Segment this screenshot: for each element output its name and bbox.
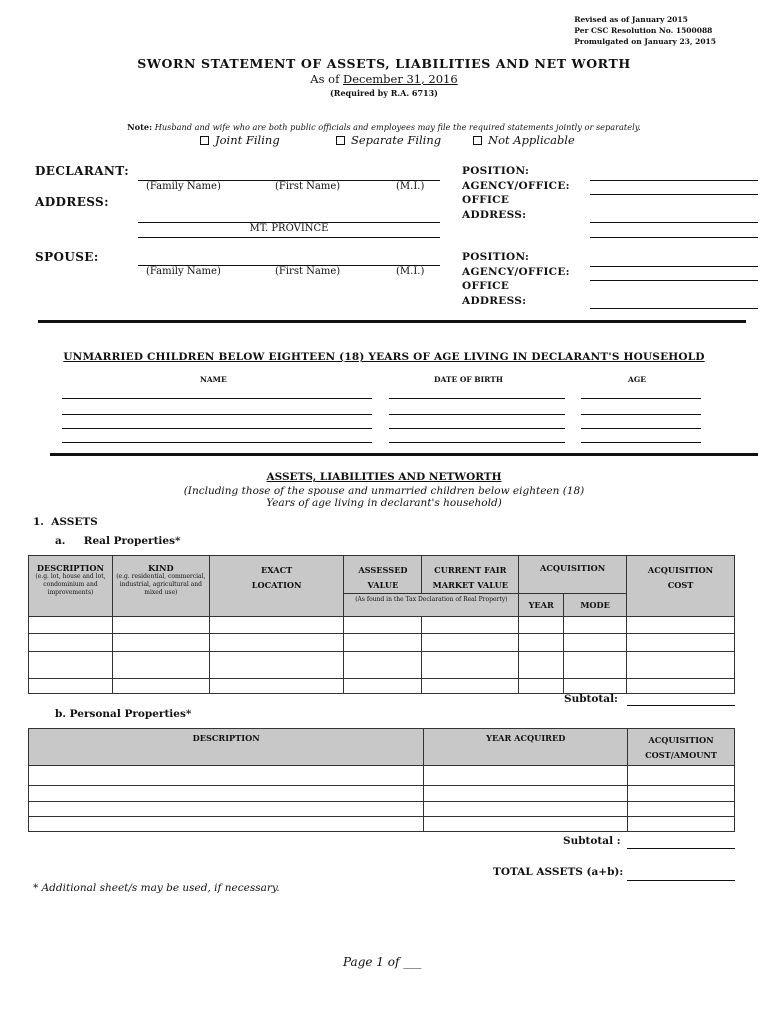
- description-header-text: DESCRIPTION: [36, 563, 105, 573]
- as-of-date: December 31, 2016: [342, 72, 458, 86]
- total-assets-line[interactable]: [627, 880, 735, 881]
- declarant-position-line[interactable]: [590, 180, 758, 181]
- personal-description-text: DESCRIPTION: [192, 733, 260, 743]
- location-header: [209, 556, 344, 617]
- table-row: [29, 786, 735, 802]
- acquisition-header: [519, 556, 627, 594]
- fmv-header-line-1: CURRENT FAIR: [434, 565, 507, 575]
- address-value: MT. PROVINCE: [249, 223, 329, 234]
- section-divider: [38, 320, 746, 323]
- acquisition-header-text: ACQUISITION: [540, 563, 606, 573]
- as-of-line: [0, 72, 768, 86]
- personal-description-header: [29, 729, 424, 766]
- declarant-label: DECLARANT:: [35, 164, 130, 178]
- spouse-position-line[interactable]: [590, 266, 758, 267]
- declarant-agency-line[interactable]: [590, 194, 758, 195]
- child-name-line[interactable]: [62, 414, 372, 415]
- required-by: (Required by R.A. 6713): [330, 88, 438, 98]
- fmv-header-line-2: MARKET VALUE: [432, 580, 508, 590]
- personal-subtotal-label: Subtotal :: [563, 835, 621, 847]
- spouse-office-labels: [462, 250, 570, 308]
- not-applicable-label: Not Applicable: [488, 133, 575, 147]
- year-acquired-text: YEAR ACQUIRED: [486, 733, 566, 743]
- child-age-line[interactable]: [581, 442, 701, 443]
- children-title: UNMARRIED CHILDREN BELOW EIGHTEEN (18) YEARS OF AGE LIVING IN DECLARANT'S HOUSEHOLD: [63, 351, 705, 363]
- child-age-line[interactable]: [581, 428, 701, 429]
- declarant-first-name-caption: (First Name): [275, 181, 341, 192]
- personal-subtotal-line[interactable]: [627, 848, 735, 849]
- assets-label: 1. ASSETS: [33, 516, 98, 528]
- real-subtotal-label: Subtotal:: [564, 693, 618, 705]
- location-header-line-2: LOCATION: [251, 580, 302, 590]
- description-header: [29, 556, 113, 617]
- office-address-label: ADDRESS:: [462, 208, 527, 221]
- total-assets-label: TOTAL ASSETS (a+b):: [493, 866, 624, 878]
- acq-cost-header-line-1: ACQUISITION: [647, 565, 714, 575]
- children-age-header: AGE: [628, 375, 646, 384]
- spouse-agency-label: AGENCY/OFFICE:: [462, 265, 570, 278]
- personal-cost-line-1: ACQUISITION: [648, 735, 714, 745]
- assessed-header-line-2: VALUE: [367, 580, 399, 590]
- children-dob-header: DATE OF BIRTH: [434, 375, 503, 384]
- position-label: POSITION:: [462, 165, 530, 177]
- table-row: [29, 617, 735, 634]
- declarant-family-name-caption: (Family Name): [146, 181, 221, 192]
- revision-line-2: Per CSC Resolution No. 1500088: [574, 26, 713, 35]
- revision-line-3: Promulgated on January 23, 2015: [574, 37, 716, 46]
- kind-header-text: KIND: [148, 563, 174, 573]
- spouse-label: SPOUSE:: [35, 250, 99, 264]
- child-dob-line[interactable]: [389, 398, 565, 399]
- filing-note: [0, 122, 768, 132]
- note-label: Note:: [127, 122, 153, 132]
- year-header: YEAR: [519, 594, 564, 617]
- page-title: SWORN STATEMENT OF ASSETS, LIABILITIES AND NET WORTH: [137, 56, 631, 71]
- spouse-agency-line[interactable]: [590, 280, 758, 281]
- table-row: [29, 679, 735, 694]
- acq-cost-header-line-2: COST: [667, 580, 694, 590]
- real-properties-label: a. Real Properties*: [55, 535, 181, 547]
- assets-subtitle-1: (Including those of the spouse and unmarried children below eighteen (18): [183, 485, 585, 497]
- revision-line-1: Revised as of January 2015: [574, 15, 688, 24]
- mode-header: MODE: [564, 594, 627, 617]
- table-row: [29, 817, 735, 832]
- table-row: [29, 802, 735, 817]
- description-hint: (e.g. lot, house and lot, condominium and improvements): [35, 573, 106, 596]
- real-properties-table: [28, 555, 735, 694]
- personal-cost-header: [628, 729, 735, 766]
- child-age-line[interactable]: [581, 414, 701, 415]
- spouse-office-label: OFFICE: [462, 280, 510, 292]
- declarant-office-labels: [462, 164, 570, 222]
- tax-declaration-hint-cell: [344, 594, 519, 617]
- not-applicable-checkbox[interactable]: [473, 133, 575, 147]
- location-header-line-1: EXACT: [260, 565, 293, 575]
- child-name-line[interactable]: [62, 442, 372, 443]
- tax-declaration-hint: (As found in the Tax Declaration of Real Property): [355, 596, 508, 603]
- as-of-prefix: As of: [310, 72, 340, 86]
- child-age-line[interactable]: [581, 398, 701, 399]
- real-subtotal-line[interactable]: [627, 705, 735, 706]
- personal-properties-table: [28, 728, 735, 832]
- revision-note: [574, 14, 716, 47]
- table-row: [29, 766, 735, 786]
- assessed-value-header: [344, 556, 422, 594]
- joint-filing-checkbox[interactable]: [200, 133, 280, 147]
- declarant-office-address-line-2[interactable]: [590, 237, 758, 238]
- table-row: [29, 634, 735, 652]
- table-row: [29, 652, 735, 679]
- personal-cost-line-2: COST/AMOUNT: [645, 750, 717, 760]
- child-name-line[interactable]: [62, 428, 372, 429]
- child-dob-line[interactable]: [389, 442, 565, 443]
- checkbox-icon: [200, 136, 209, 145]
- kind-header: [112, 556, 209, 617]
- declarant-mi-caption: (M.I.): [396, 181, 425, 192]
- assets-section-title: ASSETS, LIABILITIES AND NETWORTH: [266, 471, 502, 483]
- spouse-family-name-caption: (Family Name): [146, 266, 221, 277]
- footnote: * Additional sheet/s may be used, if necessary.: [33, 882, 280, 894]
- joint-filing-label: Joint Filing: [215, 133, 280, 147]
- separate-filing-checkbox[interactable]: [336, 133, 441, 147]
- assessed-header-line-1: ASSESSED: [358, 565, 408, 575]
- acquisition-cost-header: [627, 556, 735, 617]
- fair-market-value-header: [422, 556, 519, 594]
- checkbox-icon: [473, 136, 482, 145]
- spouse-position-label: POSITION:: [462, 251, 530, 263]
- child-name-line[interactable]: [62, 398, 372, 399]
- kind-hint: (e.g. residential, commercial, industrial, agricultural and mixed use): [116, 573, 206, 596]
- office-label: OFFICE: [462, 194, 510, 206]
- page-number: Page 1 of ___: [343, 955, 422, 969]
- assets-subtitle-2: Years of age living in declarant's household): [266, 497, 502, 509]
- year-acquired-header: [424, 729, 628, 766]
- declarant-office-address-line[interactable]: [590, 222, 758, 223]
- spouse-mi-caption: (M.I.): [396, 266, 425, 277]
- child-dob-line[interactable]: [389, 428, 565, 429]
- note-text: Husband and wife who are both public officials and employees may file the required statements jointly or separately.: [154, 122, 641, 132]
- section-divider: [50, 453, 758, 456]
- separate-filing-label: Separate Filing: [351, 133, 442, 147]
- spouse-office-address-label: ADDRESS:: [462, 294, 527, 307]
- children-name-header: NAME: [200, 375, 227, 384]
- personal-properties-label: b. Personal Properties*: [55, 708, 192, 720]
- address-line-2[interactable]: [138, 237, 440, 238]
- spouse-first-name-caption: (First Name): [275, 266, 341, 277]
- address-label: ADDRESS:: [35, 195, 109, 209]
- agency-label: AGENCY/OFFICE:: [462, 179, 570, 192]
- child-dob-line[interactable]: [389, 414, 565, 415]
- checkbox-icon: [336, 136, 345, 145]
- spouse-office-address-line[interactable]: [590, 308, 758, 309]
